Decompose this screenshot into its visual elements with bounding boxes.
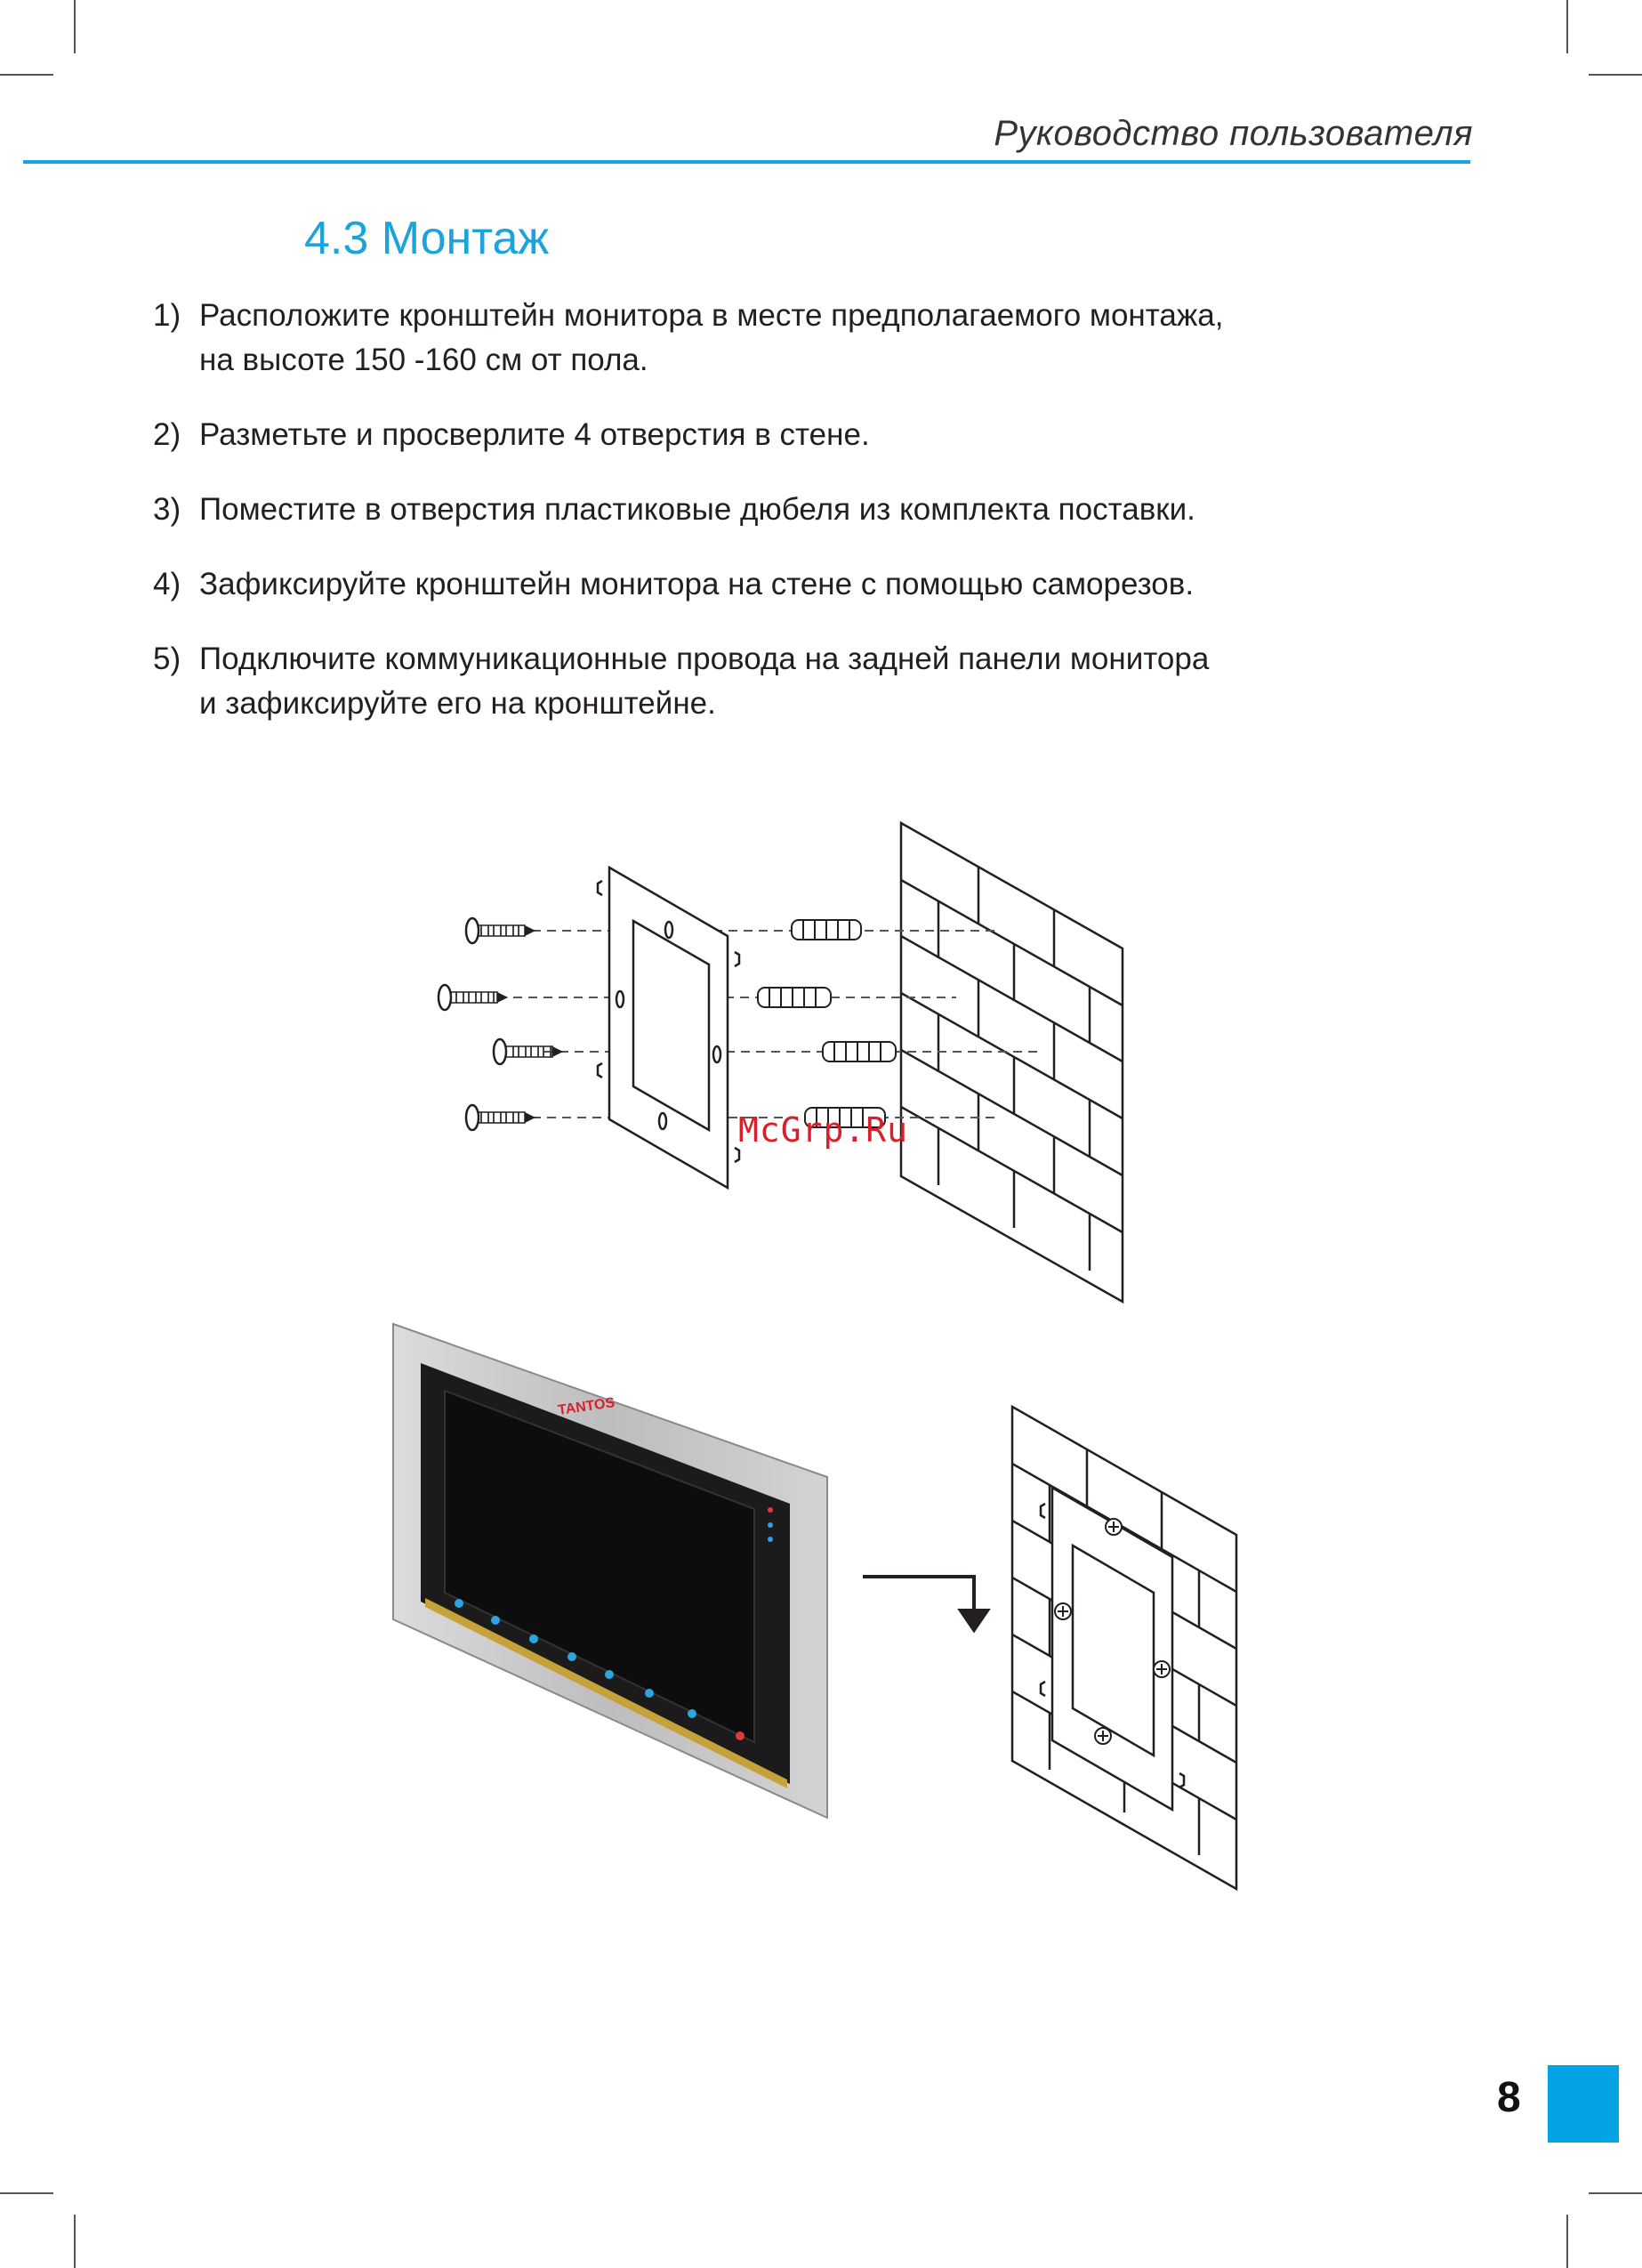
step-line: на высоте 150 -160 см от пола. xyxy=(199,343,648,377)
watermark: McGrp.Ru xyxy=(738,1110,909,1150)
screw-icon xyxy=(466,1105,535,1130)
step-number: 4) xyxy=(153,567,181,601)
monitor-brand-logo: TANTOS xyxy=(557,1395,616,1418)
step-number: 1) xyxy=(153,298,181,333)
dowel-icon xyxy=(823,1042,896,1061)
screw-icon xyxy=(439,985,508,1010)
step-number: 2) xyxy=(153,417,181,452)
guide-lines xyxy=(498,931,1041,1118)
step-line: и зафиксируйте его на кронштейне. xyxy=(199,686,716,721)
header-title: Руководство пользователя xyxy=(994,114,1473,153)
screw-icon xyxy=(466,918,535,943)
dowel-icon xyxy=(792,920,861,940)
mounting-bracket xyxy=(598,868,739,1188)
screw-icon xyxy=(494,1039,563,1064)
arrow-icon xyxy=(863,1577,987,1630)
step-line: Подключите коммуникационные провода на задней панели монитора xyxy=(199,642,1210,676)
brick-wall-upper xyxy=(901,823,1123,1302)
step-line: Поместите в отверстия пластиковые дюбеля из комплекта поставки. xyxy=(199,492,1195,527)
page-number-tab xyxy=(1548,2065,1619,2143)
section-title: 4.3 Монтаж xyxy=(304,213,550,264)
step-number: 5) xyxy=(153,642,181,676)
page-number: 8 xyxy=(1497,2074,1521,2121)
step-line: Разметьте и просверлите 4 отверстия в стене. xyxy=(199,417,870,452)
step-line: Зафиксируйте кронштейн монитора на стене с помощью саморезов. xyxy=(199,567,1195,601)
step-number: 3) xyxy=(153,492,181,527)
dowel-icon xyxy=(758,988,831,1007)
step-line: Расположите кронштейн монитора в месте предполагаемого монтажа, xyxy=(199,298,1224,333)
